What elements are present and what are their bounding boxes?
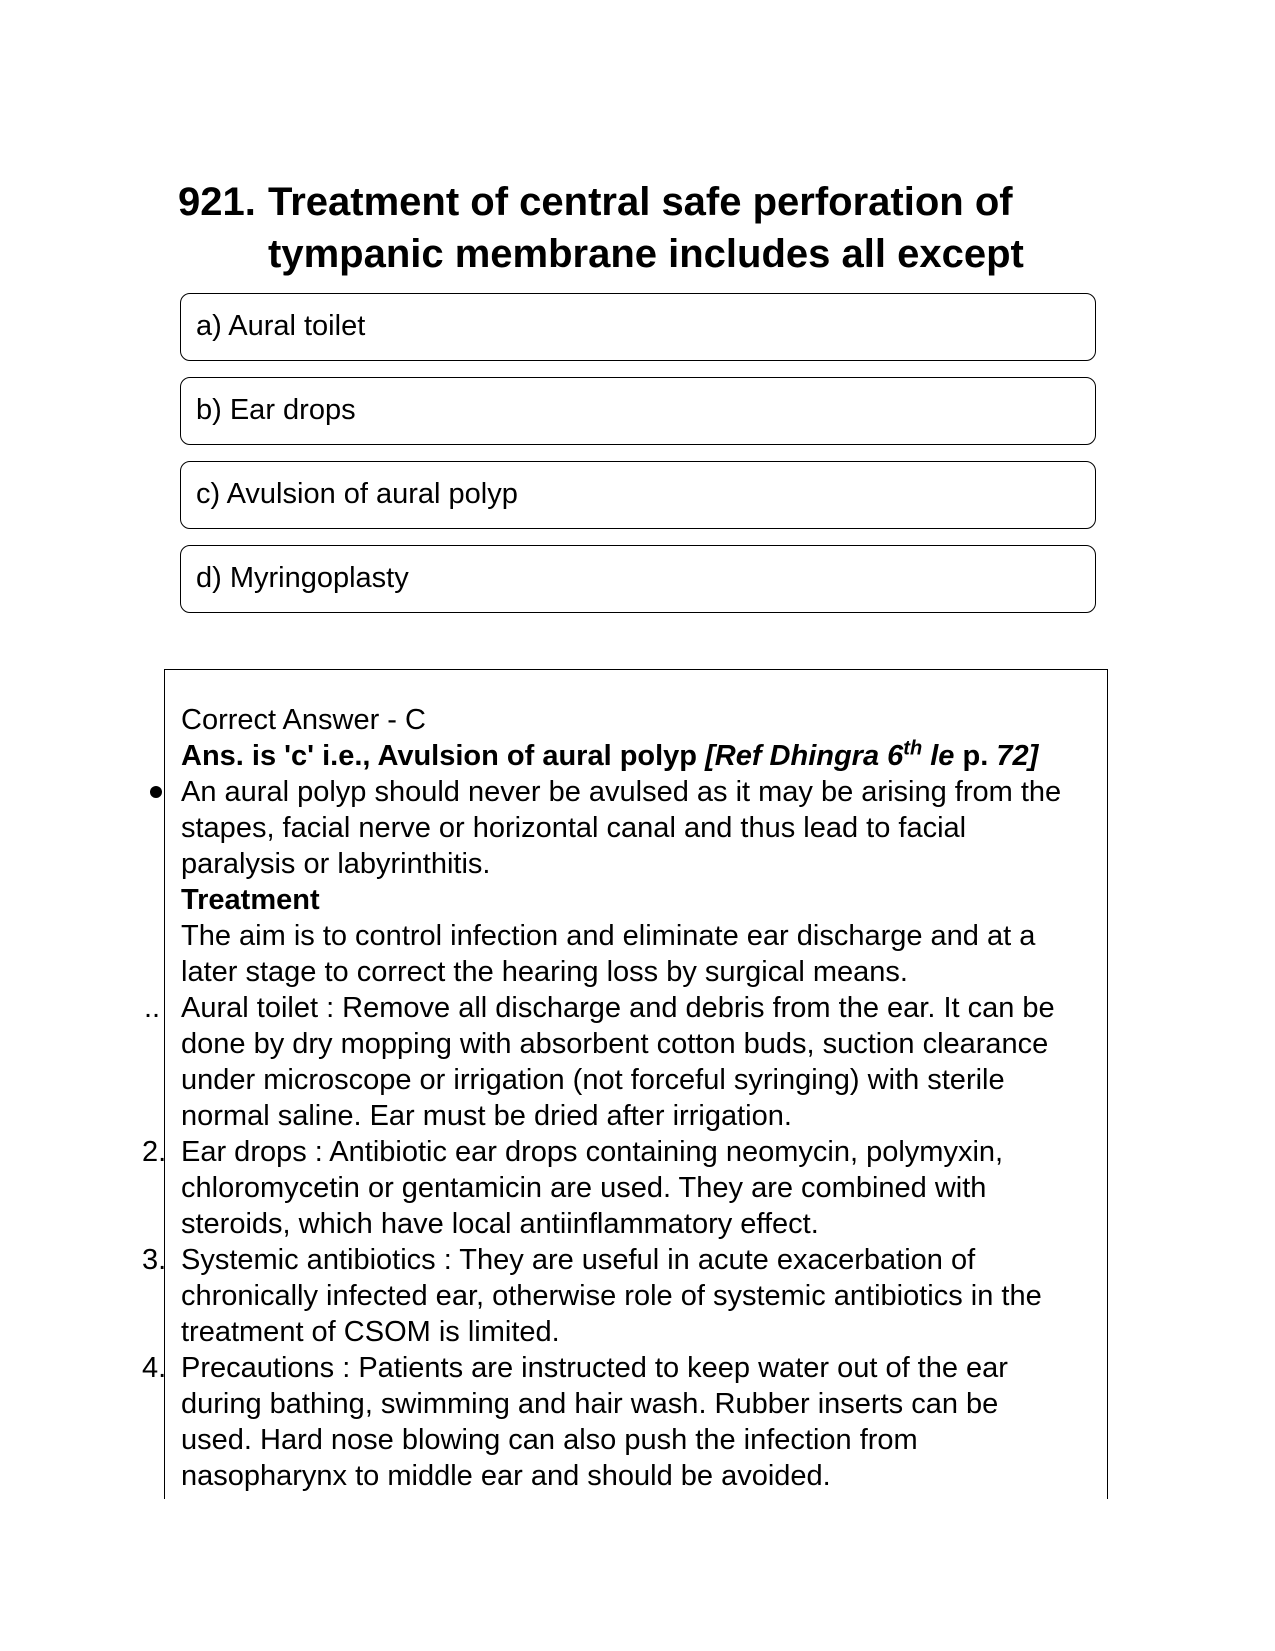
- text-line: normal saline. Ear must be dried after irrigation.: [181, 1100, 792, 1132]
- text-line: used. Hard nose blowing can also push the infection from: [181, 1424, 918, 1456]
- text-line: An aural polyp should never be avulsed as it may be arising from the: [181, 776, 1062, 808]
- bullet-paragraph: [181, 774, 1091, 882]
- list-marker-1: ..: [144, 992, 161, 1024]
- answer-prefix: Ans. is 'c' i.e., Avulsion of aural polyp: [181, 740, 706, 772]
- reference-source: [Ref Dhingra 6: [705, 740, 904, 772]
- option-b[interactable]: b) Ear drops: [180, 377, 1096, 445]
- option-c[interactable]: c) Avulsion of aural polyp: [180, 461, 1096, 529]
- text-line: chloromycetin or gentamicin are used. They are combined with: [181, 1172, 987, 1204]
- reference-superscript: th: [903, 737, 923, 760]
- list-marker-3: 3.: [142, 1244, 167, 1276]
- reference-edition: le: [922, 740, 955, 772]
- list-marker-4: 4.: [142, 1352, 167, 1384]
- text-line: Precautions : Patients are instructed to keep water out of the ear: [181, 1352, 1008, 1384]
- text-line: stapes, facial nerve or horizontal canal and thus lead to facial: [181, 812, 967, 844]
- text-line: The aim is to control infection and eliminate ear discharge and at a: [181, 920, 1036, 952]
- option-d[interactable]: d) Myringoplasty: [180, 545, 1096, 613]
- text-line: Aural toilet : Remove all discharge and debris from the ear. It can be: [181, 992, 1055, 1024]
- aim-paragraph: [181, 918, 1091, 990]
- text-line: under microscope or irrigation (not forceful syringing) with sterile: [181, 1064, 1005, 1096]
- question-text-line: tympanic membrane includes all except: [268, 232, 1024, 276]
- question-number: 921.: [178, 180, 256, 224]
- question: [178, 176, 1098, 280]
- option-a[interactable]: a) Aural toilet: [180, 293, 1096, 361]
- list-item-aural-toilet: [181, 990, 1091, 1134]
- text-line: chronically infected ear, otherwise role of systemic antibiotics in the: [181, 1280, 1042, 1312]
- bullet-icon: [150, 786, 162, 798]
- list-item-precautions: [181, 1350, 1091, 1494]
- text-line: nasopharynx to middle ear and should be avoided.: [181, 1460, 831, 1492]
- text-line: during bathing, swimming and hair wash. Rubber inserts can be: [181, 1388, 999, 1420]
- question-text-line: Treatment of central safe perforation of: [268, 180, 1013, 224]
- text-line: later stage to correct the hearing loss by surgical means.: [181, 956, 908, 988]
- text-line: treatment of CSOM is limited.: [181, 1316, 560, 1348]
- question-text: [268, 176, 1068, 280]
- answer-explanation: [181, 702, 1091, 1494]
- reference-p: p.: [954, 740, 997, 772]
- list-item-ear-drops: [181, 1134, 1091, 1242]
- text-line: steroids, which have local antiinflammatory effect.: [181, 1208, 819, 1240]
- list-item-systemic-antibiotics: [181, 1242, 1091, 1350]
- options-list: [180, 293, 1096, 629]
- answer-reference: [181, 738, 1091, 774]
- text-line: Ear drops : Antibiotic ear drops containing neomycin, polymyxin,: [181, 1136, 1004, 1168]
- text-line: paralysis or labyrinthitis.: [181, 848, 491, 880]
- text-line: Systemic antibiotics : They are useful in acute exacerbation of: [181, 1244, 976, 1276]
- correct-answer: Correct Answer - C: [181, 704, 426, 736]
- treatment-heading: Treatment: [181, 884, 320, 916]
- reference-page: 72]: [996, 740, 1039, 772]
- list-marker-2: 2.: [142, 1136, 167, 1168]
- text-line: done by dry mopping with absorbent cotton buds, suction clearance: [181, 1028, 1049, 1060]
